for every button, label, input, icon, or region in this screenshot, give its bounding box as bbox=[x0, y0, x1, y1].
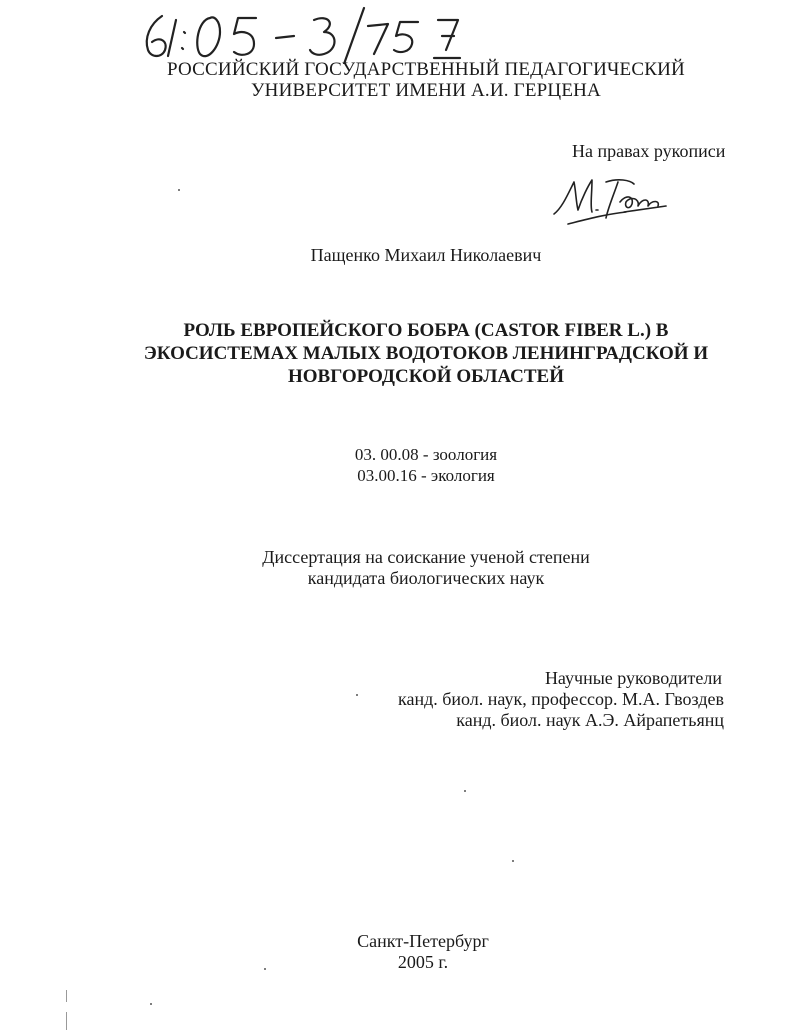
signature bbox=[548, 168, 672, 230]
scan-speck bbox=[150, 1003, 152, 1005]
supervisor-1: канд. биол. наук, профессор. М.А. Гвоздев bbox=[398, 689, 724, 709]
dissertation-title-line-1: РОЛЬ ЕВРОПЕЙСКОГО БОБРА (CASTOR FIBER L.) В bbox=[183, 320, 669, 341]
supervisor-2: канд. биол. наук А.Э. Айрапетьянц bbox=[456, 710, 724, 730]
specialty-zoology: 03. 00.08 - зоология bbox=[354, 445, 498, 464]
scan-edge-mark bbox=[66, 990, 67, 1002]
dissertation-title-line-2: ЭКОСИСТЕМАХ МАЛЫХ ВОДОТОКОВ ЛЕНИНГРАДСКОЙ И bbox=[143, 343, 709, 364]
year: 2005 г. bbox=[397, 952, 449, 972]
scan-speck bbox=[178, 189, 180, 191]
dissertation-title-line-3: НОВГОРОДСКОЙ ОБЛАСТЕЙ bbox=[287, 366, 564, 387]
scan-edge-mark bbox=[66, 1012, 67, 1030]
handwritten-archive-number bbox=[138, 6, 478, 64]
degree-line-2: кандидата биологических наук bbox=[307, 568, 545, 588]
scan-speck bbox=[356, 694, 358, 696]
scan-speck bbox=[464, 790, 466, 792]
scan-speck bbox=[264, 968, 266, 970]
author-name: Пащенко Михаил Николаевич bbox=[310, 245, 542, 265]
scan-speck bbox=[512, 860, 514, 862]
university-name-line-2: УНИВЕРСИТЕТ ИМЕНИ А.И. ГЕРЦЕНА bbox=[251, 80, 601, 101]
degree-line-1: Диссертация на соискание ученой степени bbox=[262, 547, 590, 567]
university-name-line-1: РОССИЙСКИЙ ГОСУДАРСТВЕННЫЙ ПЕДАГОГИЧЕСКИЙ bbox=[167, 59, 685, 80]
specialty-ecology: 03.00.16 - экология bbox=[357, 466, 495, 485]
supervisors-heading: Научные руководители bbox=[544, 668, 722, 688]
city: Санкт-Петербург bbox=[357, 931, 489, 951]
manuscript-rights-note: На правах рукописи bbox=[572, 141, 726, 161]
